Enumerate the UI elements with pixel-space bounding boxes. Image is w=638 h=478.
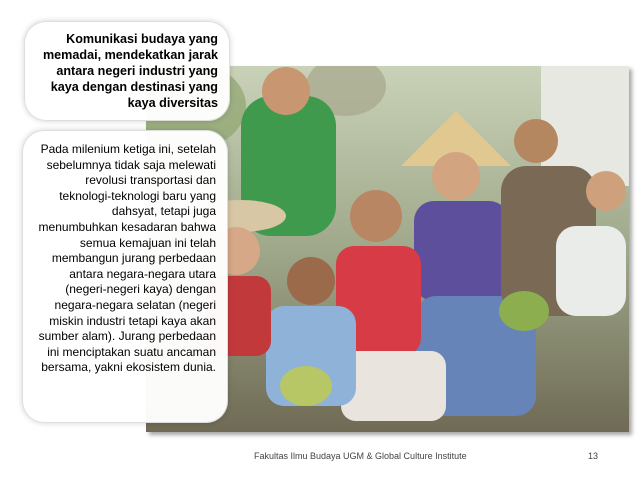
slide-body: Pada milenium ketiga ini, setelah sebelumnya tidak saja melewati revolusi transportasi dan teknologi-teknologi baru yang dahsyat, tetapi juga menumbuhkan kesadaran bahwa semua kemajuan ini telah membangun jurang perbedaan antara negara-negara utara (negeri-negeri kaya) dengan negara-negara selatan (negeri miskin industri tetapi kaya akan sumber alam). Jurang perbedaan ini menciptakan suatu ancaman bersama, yakni ekosistem dunia.: [38, 142, 216, 375]
page-number: 13: [588, 451, 599, 461]
slide-title: Komunikasi budaya yang memadai, mendekatkan jarak antara negeri industri yang kaya dengan destinasi yang kaya diversitas: [42, 32, 218, 110]
footer-text: Fakultas Ilmu Budaya UGM & Global Culture Institute: [254, 451, 467, 461]
title-box: [24, 21, 230, 121]
body-box: [22, 130, 228, 423]
